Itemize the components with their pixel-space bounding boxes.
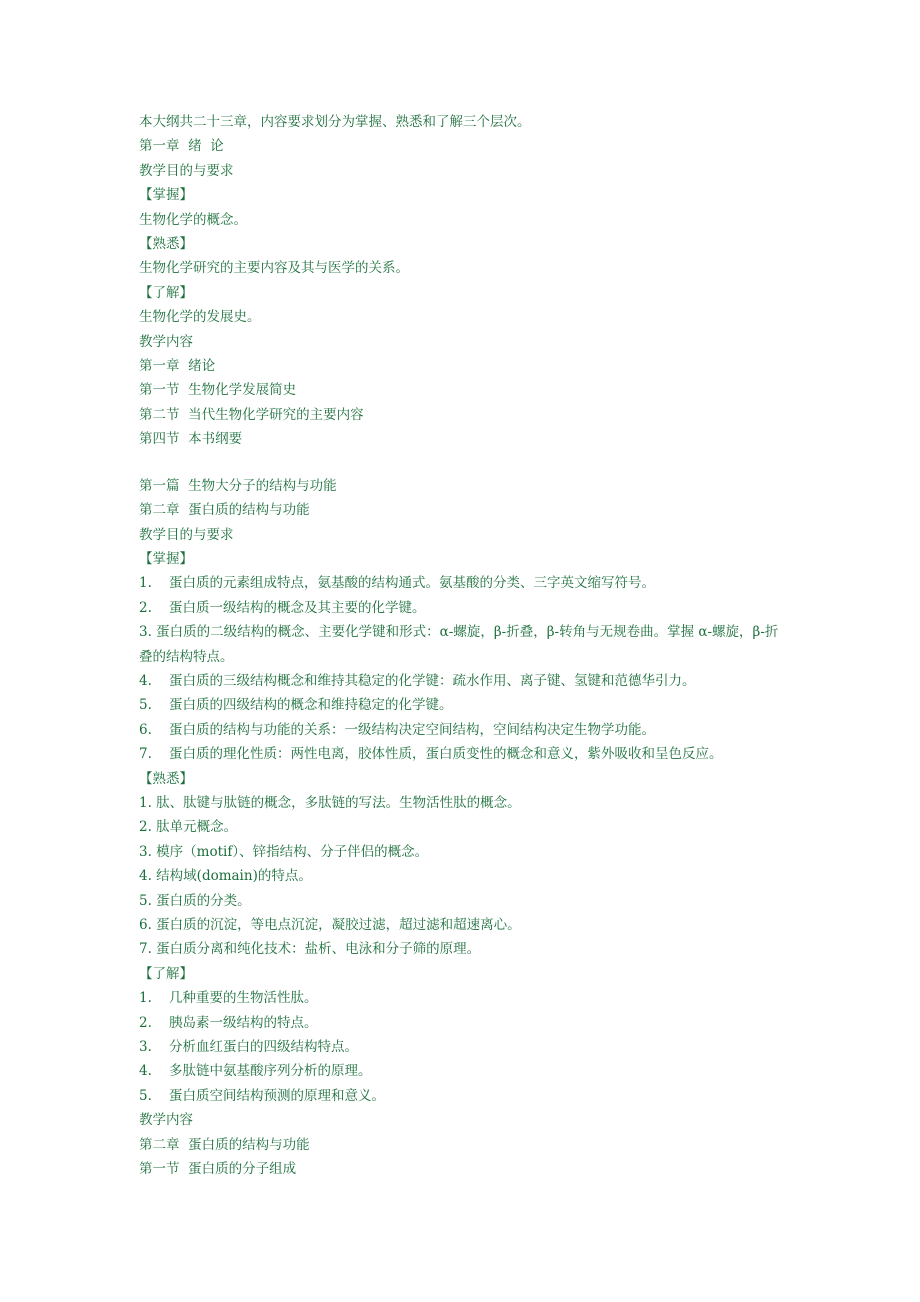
chapter-2-title: 第二章 蛋白质的结构与功能 (139, 1136, 310, 1153)
chapter-1-title: 第一章 绪论 (139, 358, 216, 375)
section-heading: 教学目的与要求 (139, 162, 234, 179)
list-item: 4. 结构域(domain)的特点。 (139, 868, 312, 885)
chapter-1-heading: 第一章 绪 论 (139, 138, 224, 155)
text-line: 生物化学的发展史。 (139, 309, 261, 326)
section-item: 第二节 当代生物化学研究的主要内容 (139, 406, 364, 423)
list-item: 3. 分析血红蛋白的四级结构特点。 (139, 1039, 359, 1056)
list-item: 4. 多肽链中氨基酸序列分析的原理。 (139, 1063, 372, 1080)
chapter-2-heading: 第二章 蛋白质的结构与功能 (139, 502, 310, 519)
document-body (139, 110, 789, 1181)
section-item: 第一节 生物化学发展简史 (139, 382, 297, 399)
part-1-heading: 第一篇 生物大分子的结构与功能 (139, 477, 337, 494)
level-label-understand: 【了解】 (139, 965, 193, 982)
level-label-familiar: 【熟悉】 (139, 770, 193, 787)
list-item: 7. 蛋白质分离和纯化技术：盐析、电泳和分子筛的原理。 (139, 941, 481, 958)
list-item: 3. 模序（motif）、锌指结构、分子伴侣的概念。 (139, 843, 429, 860)
list-item: 1. 蛋白质的元素组成特点，氨基酸的结构通式。氨基酸的分类、三字英文缩写符号。 (139, 575, 656, 592)
list-item: 2. 胰岛素一级结构的特点。 (139, 1014, 318, 1031)
list-item: 2. 肽单元概念。 (139, 819, 238, 836)
list-item: 3. 蛋白质的二级结构的概念、主要化学键和形式：α-螺旋，β-折叠，β-转角与无规卷曲。掌握 α-螺旋，β-折叠的结构特点。 (139, 624, 779, 665)
section-heading: 教学内容 (139, 1112, 193, 1129)
section-heading: 教学目的与要求 (139, 526, 234, 543)
list-item: 4. 蛋白质的三级结构概念和维持其稳定的化学键：疏水作用、离子键、氢键和范德华引力。 (139, 672, 696, 689)
spacer (139, 452, 789, 474)
list-item: 1. 肽、肽键与肽链的概念，多肽链的写法。生物活性肽的概念。 (139, 794, 521, 811)
level-label-master: 【掌握】 (139, 550, 193, 567)
list-item: 5. 蛋白质的四级结构的概念和维持稳定的化学键。 (139, 697, 453, 714)
list-item: 5. 蛋白质空间结构预测的原理和意义。 (139, 1087, 386, 1104)
list-item: 1. 几种重要的生物活性肽。 (139, 990, 318, 1007)
list-item: 2. 蛋白质一级结构的概念及其主要的化学键。 (139, 599, 426, 616)
list-item: 6. 蛋白质的沉淀，等电点沉淀，凝胶过滤，超过滤和超速离心。 (139, 917, 521, 933)
section-item: 第一节 蛋白质的分子组成 (139, 1161, 297, 1178)
intro-paragraph: 本大纲共二十三章，内容要求划分为掌握、熟悉和了解三个层次。 (139, 114, 531, 130)
list-item: 7. 蛋白质的理化性质：两性电离，胶体性质，蛋白质变性的概念和意义，紫外吸收和呈色反应。 (139, 746, 723, 763)
level-label-familiar: 【熟悉】 (139, 236, 193, 253)
section-item: 第四节 本书纲要 (139, 431, 243, 448)
level-label-master: 【掌握】 (139, 187, 193, 204)
section-heading: 教学内容 (139, 333, 193, 350)
text-line: 生物化学的概念。 (139, 211, 247, 228)
list-item: 6. 蛋白质的结构与功能的关系：一级结构决定空间结构，空间结构决定生物学功能。 (139, 721, 656, 738)
text-line: 生物化学研究的主要内容及其与医学的关系。 (139, 260, 409, 277)
list-item: 5. 蛋白质的分类。 (139, 892, 251, 909)
level-label-understand: 【了解】 (139, 284, 193, 301)
